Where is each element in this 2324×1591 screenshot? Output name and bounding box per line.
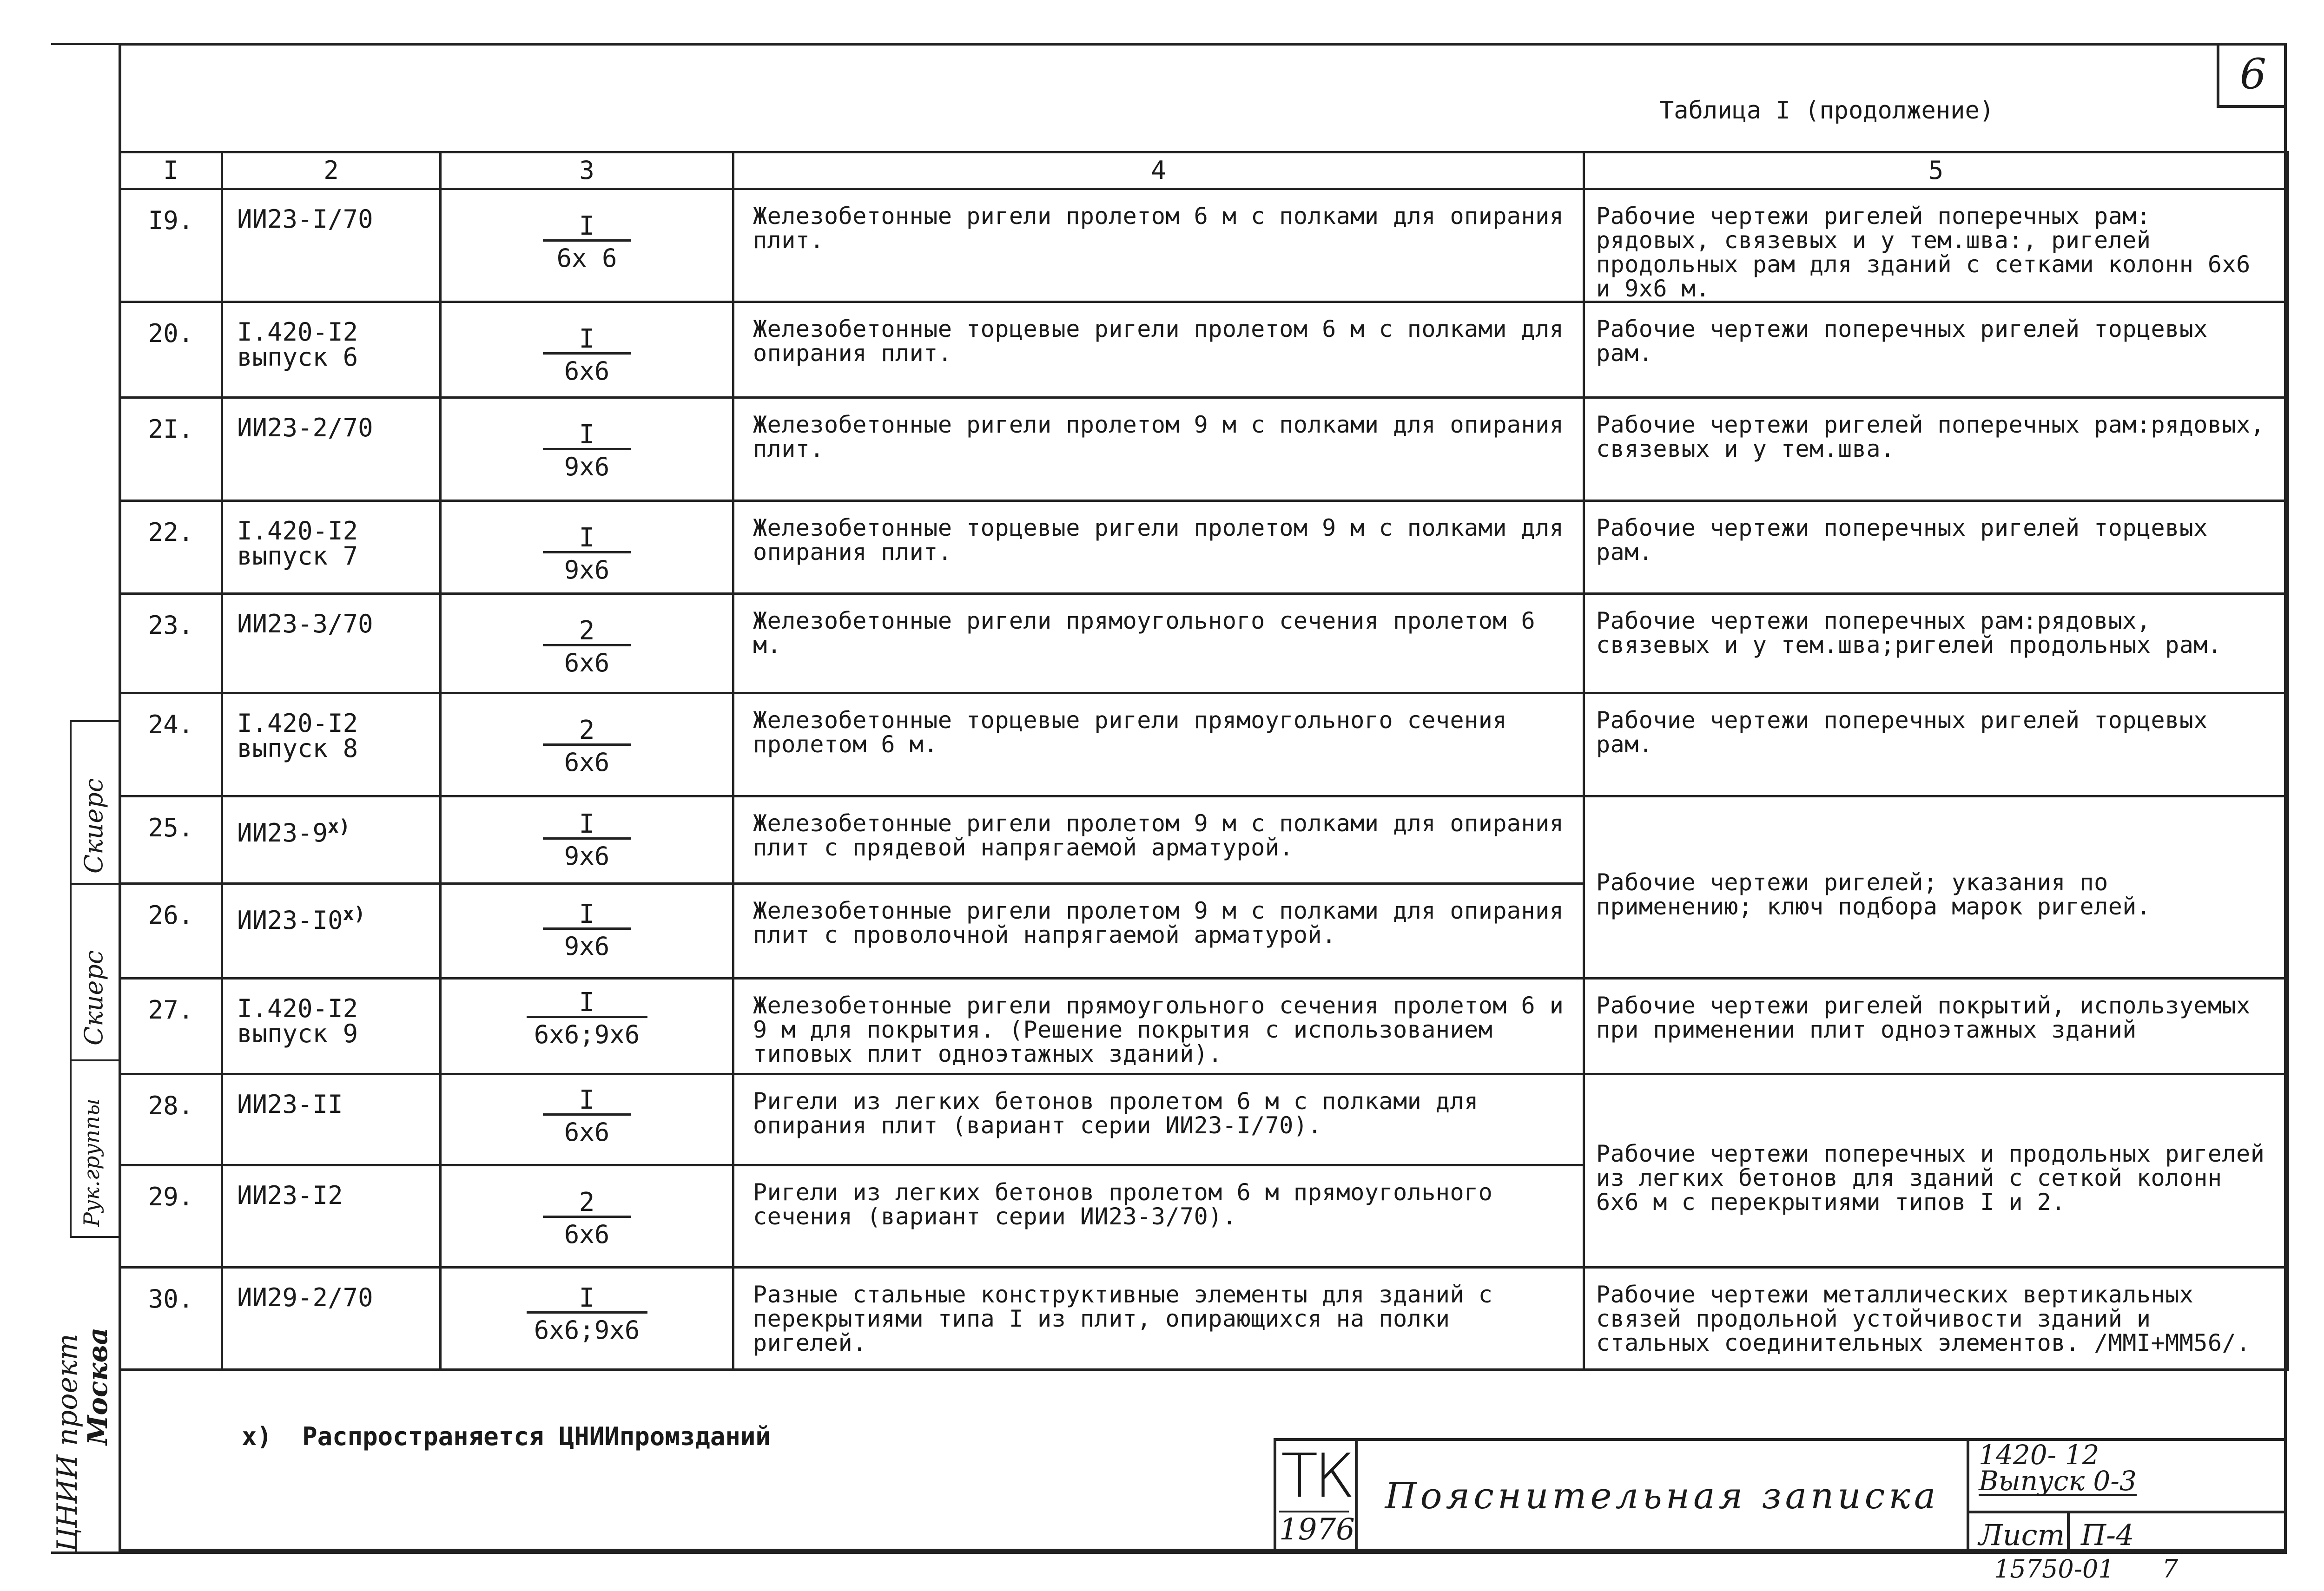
fraction-denominator: 6х6 — [564, 748, 610, 777]
footnote-text: Распространяется ЦНИИпромзданий — [302, 1422, 771, 1451]
section-fraction — [441, 1074, 733, 1165]
sheet-corner-number — [2217, 43, 2287, 108]
table-row — [120, 398, 2288, 501]
row-number: 30. — [120, 1268, 222, 1370]
title-block-right — [1967, 1441, 2287, 1552]
drawing-notes: Рабочие чертежи поперечных ригелей торцевых рам. — [1584, 693, 2288, 796]
fraction-numerator: 2 — [579, 616, 595, 646]
element-description: Железобетонные ригели пролетом 9 м с полками для опирания плит с проволочной напрягаемой арматурой. — [733, 884, 1584, 979]
fraction-denominator: 9х6 — [564, 932, 610, 961]
sheet-divider — [2067, 1513, 2070, 1554]
fraction-denominator: 6х6;9х6 — [534, 1315, 640, 1345]
row-number: 28. — [120, 1074, 222, 1165]
section-fraction — [441, 979, 733, 1074]
side-rule — [70, 1059, 120, 1061]
row-number: I9. — [120, 189, 222, 302]
side-margin-stamp — [51, 720, 120, 1557]
sheet-corner-number-text: 6 — [2239, 49, 2267, 99]
fraction-denominator: 6х6 — [564, 1118, 610, 1147]
section-fraction — [441, 501, 733, 594]
header-col-2: 2 — [222, 152, 441, 189]
series-code: ИИ23-II — [222, 1074, 441, 1165]
drawing-notes: Рабочие чертежи ригелей; указания по применению; ключ подбора марок ригелей. — [1584, 796, 2288, 979]
series-code: ИИ23-I/70 — [222, 189, 441, 302]
row-number: 25. — [120, 796, 222, 884]
series-code: I.420-I2 выпуск 9 — [222, 979, 441, 1074]
table-row — [120, 979, 2288, 1074]
header-col-1: I — [120, 152, 222, 189]
series-code: ИИ23-I2 — [222, 1165, 441, 1268]
fraction-numerator: I — [579, 1085, 595, 1115]
fraction-numerator: I — [579, 211, 595, 241]
table-row — [120, 1074, 2288, 1165]
series-code-text: ИИ23-9 — [237, 818, 328, 848]
element-description: Железобетонные торцевые ригели прямоугольного сечения пролетом 6 м. — [733, 693, 1584, 796]
row-number: 27. — [120, 979, 222, 1074]
drawing-notes: Рабочие чертежи ригелей поперечных рам: рядовых, связевых и у тем.шва:, ригелей продольных рам для зданий с сетками колонн 6х6 и 9х6 м. — [1584, 189, 2288, 302]
sheet-row — [1969, 1511, 2287, 1554]
bottom-rule — [51, 1552, 2287, 1554]
table-header-row — [120, 152, 2288, 189]
drawing-notes: Рабочие чертежи поперечных ригелей торцевых рам. — [1584, 302, 2288, 398]
header-col-3: 3 — [441, 152, 733, 189]
element-description: Разные стальные конструктивные элементы для зданий с перекрытиями типа I из плит, опирающихся на полки ригелей. — [733, 1268, 1584, 1370]
series-code — [222, 884, 441, 979]
series-code-text: ИИ23-I0 — [237, 906, 343, 935]
row-number: 29. — [120, 1165, 222, 1268]
fraction-numerator: I — [579, 987, 595, 1018]
section-fraction — [441, 594, 733, 693]
side-rule — [70, 720, 120, 722]
footnote — [242, 1422, 771, 1451]
series-line-2: Выпуск 0-3 — [1979, 1465, 2137, 1497]
fraction-numerator: 2 — [579, 1187, 595, 1217]
top-left-rule — [51, 43, 121, 45]
side-group-label: Рук.группы — [79, 1098, 104, 1227]
fraction-denominator: 6х6 — [564, 648, 610, 677]
side-city-label: Москва — [82, 1327, 113, 1445]
row-number: 20. — [120, 302, 222, 398]
series-code: I.420-I2 выпуск 7 — [222, 501, 441, 594]
drawing-notes: Рабочие чертежи поперечных рам:рядовых, связевых и у тем.шва;ригелей продольных рам. — [1584, 594, 2288, 693]
drawing-notes: Рабочие чертежи металлических вертикальных связей продольной устойчивости зданий и стальных соединительных элементов. /ММI+ММ56/. — [1584, 1268, 2288, 1370]
row-number: 26. — [120, 884, 222, 979]
fraction-numerator: 2 — [579, 715, 595, 745]
section-fraction — [441, 1165, 733, 1268]
series-reference — [1979, 1439, 2137, 1497]
element-description: Железобетонные ригели пролетом 9 м с полками для опирания плит с прядевой напрягаемой арматурой. — [733, 796, 1584, 884]
table-row — [120, 693, 2288, 796]
org-year: 1976 — [1279, 1511, 1349, 1547]
fraction-denominator: 6х6;9х6 — [534, 1020, 640, 1049]
drawing-notes: Рабочие чертежи поперечных и продольных ригелей из легких бетонов для зданий с сеткой колонн 6х6 м с перекрытиями типов I и 2. — [1584, 1074, 2288, 1268]
element-description: Железобетонные торцевые ригели пролетом 6 м с полками для опирания плит. — [733, 302, 1584, 398]
series-code: I.420-I2 выпуск 6 — [222, 302, 441, 398]
fraction-numerator: I — [579, 523, 595, 553]
series-code — [222, 796, 441, 884]
section-fraction — [441, 1268, 733, 1370]
drawing-notes: Рабочие чертежи ригелей покрытий, используемых при применении плит одноэтажных зданий — [1584, 979, 2288, 1074]
side-org-label: ЦНИИ проект — [51, 1334, 84, 1552]
table-row — [120, 1268, 2288, 1370]
element-description: Ригели из легких бетонов пролетом 6 м прямоугольного сечения (вариант серии ИИ23-3/70). — [733, 1165, 1584, 1268]
fraction-denominator: 6х6 — [564, 1220, 610, 1249]
element-description: Железобетонные ригели пролетом 6 м с полками для опирания плит. — [733, 189, 1584, 302]
fraction-denominator: 9х6 — [564, 842, 610, 871]
drawing-notes: Рабочие чертежи ригелей поперечных рам:рядовых, связевых и у тем.шва. — [1584, 398, 2288, 501]
sheet-label: Лист — [1979, 1518, 2065, 1552]
table-row — [120, 189, 2288, 302]
archive-code — [1994, 1554, 2178, 1584]
fraction-numerator: I — [579, 899, 595, 929]
fraction-denominator: 9х6 — [564, 452, 610, 481]
table-title: Таблица I (продолжение) — [1659, 97, 1994, 125]
table-row — [120, 796, 2288, 884]
row-number: 24. — [120, 693, 222, 796]
archive-page-number: 7 — [2162, 1554, 2179, 1584]
fraction-numerator: I — [579, 1283, 595, 1313]
table-row — [120, 594, 2288, 693]
table-row — [120, 302, 2288, 398]
element-description: Ригели из легких бетонов пролетом 6 м с полками для опирания плит (вариант серии ИИ23-I/70). — [733, 1074, 1584, 1165]
side-signature-mid: Скиерс — [79, 950, 108, 1045]
drawing-notes: Рабочие чертежи поперечных ригелей торцевых рам. — [1584, 501, 2288, 594]
row-number: 22. — [120, 501, 222, 594]
section-fraction — [441, 189, 733, 302]
section-fraction — [441, 302, 733, 398]
archive-code-number: 15750-01 — [1994, 1554, 2114, 1584]
footnote-mark: x) — [343, 903, 365, 925]
side-signature-top: Скиерс — [79, 778, 108, 874]
series-code: ИИ23-3/70 — [222, 594, 441, 693]
series-line-1: 1420- 12 — [1979, 1439, 2100, 1471]
fraction-denominator: 6х6 — [564, 356, 610, 386]
footnote-mark: x) — [328, 816, 350, 837]
row-number: 23. — [120, 594, 222, 693]
footnote-mark: x) — [242, 1422, 272, 1451]
element-description: Железобетонные ригели пролетом 9 м с полками для опирания плит. — [733, 398, 1584, 501]
section-fraction — [441, 796, 733, 884]
series-code: ИИ23-2/70 — [222, 398, 441, 501]
title-block — [1274, 1438, 2287, 1552]
element-description: Железобетонные торцевые ригели пролетом 9 м с полками для опирания плит. — [733, 501, 1584, 594]
element-description: Железобетонные ригели прямоугольного сечения пролетом 6 и 9 м для покрытия. (Решение покрытия с использованием типовых плит одноэтажных зданий). — [733, 979, 1584, 1074]
org-letters: ТК — [1281, 1440, 1352, 1511]
side-rule — [70, 1236, 120, 1238]
section-fraction — [441, 398, 733, 501]
element-description: Железобетонные ригели прямоугольного сечения пролетом 6 м. — [733, 594, 1584, 693]
document-title: Пояснительная записка — [1385, 1475, 1940, 1517]
fraction-numerator: I — [579, 420, 595, 450]
table-row — [120, 501, 2288, 594]
fraction-numerator: I — [579, 324, 595, 354]
fraction-numerator: I — [579, 809, 595, 839]
row-number: 2I. — [120, 398, 222, 501]
side-rule — [70, 883, 120, 885]
header-col-4: 4 — [733, 152, 1584, 189]
sheet-value: П-4 — [2081, 1518, 2134, 1552]
org-mark — [1276, 1441, 1358, 1552]
fraction-denominator: 9х6 — [564, 555, 610, 585]
section-fraction — [441, 693, 733, 796]
series-code: ИИ29-2/70 — [222, 1268, 441, 1370]
section-fraction — [441, 884, 733, 979]
series-code: I.420-I2 выпуск 8 — [222, 693, 441, 796]
header-col-5: 5 — [1584, 152, 2288, 189]
fraction-denominator: 6х 6 — [556, 243, 617, 273]
specification-table — [119, 151, 2289, 1371]
side-border-line — [70, 720, 72, 1236]
